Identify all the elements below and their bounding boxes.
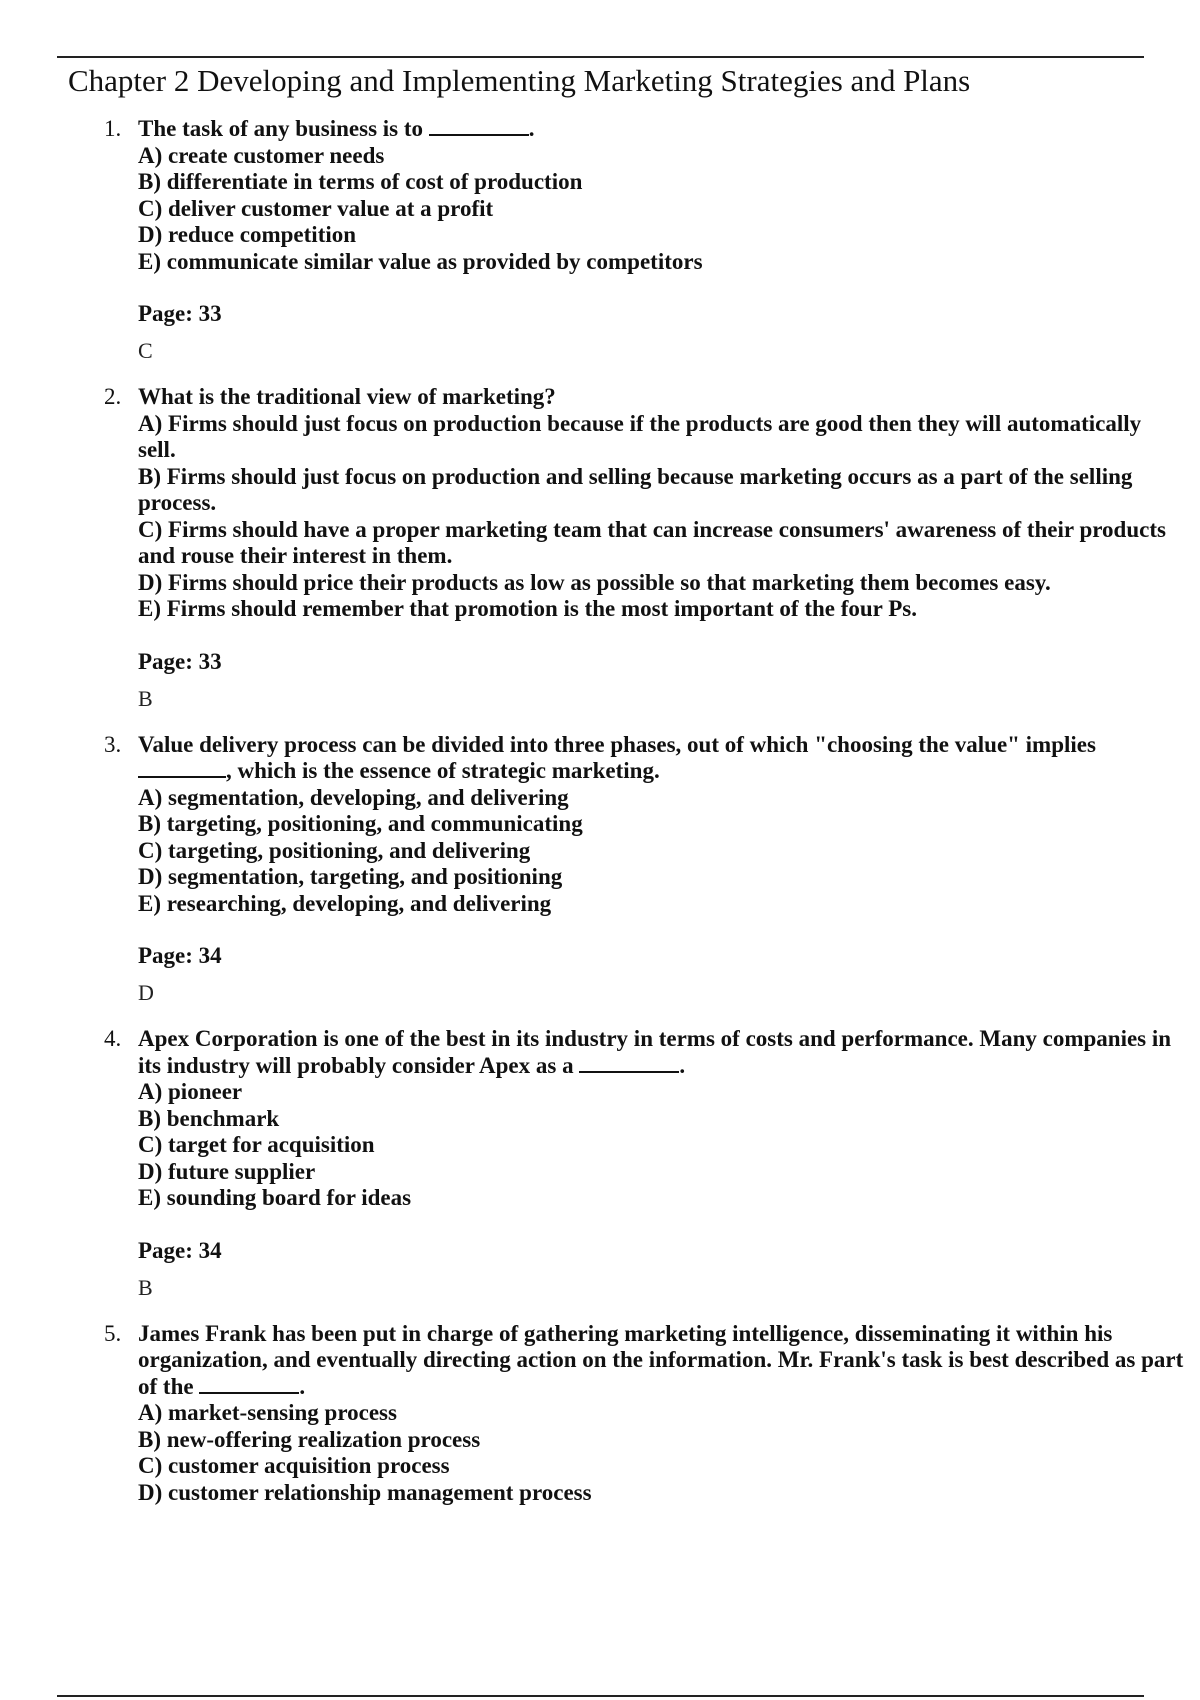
- option-d: D) segmentation, targeting, and positioning: [138, 864, 563, 889]
- option-b: B) differentiate in terms of cost of production: [138, 169, 583, 194]
- question-stem: [138, 732, 1184, 785]
- question-list: [104, 116, 1184, 1526]
- option-b: B) benchmark: [138, 1105, 280, 1131]
- answer-key: C: [138, 338, 153, 363]
- stem-text: James Frank has been put in charge of gathering marketing intelligence, disseminating it within his organization, and eventually directing action on the information. Mr. Frank's task is best described as part of the: [138, 1320, 1184, 1399]
- option-a: A) segmentation, developing, and delivering: [138, 784, 569, 810]
- option-c: C) deliver customer value at a profit: [138, 195, 494, 221]
- question-3: [104, 732, 1184, 1007]
- stem-text: Value delivery process can be divided into three phases, out of which "choosing the value" implies: [138, 731, 1096, 757]
- question-2: [104, 384, 1184, 712]
- option-e: E) communicate similar value as provided by competitors: [138, 248, 703, 274]
- question-5: [104, 1321, 1184, 1507]
- question-number: 4.: [104, 1026, 122, 1051]
- question-stem: What is the traditional view of marketing?: [138, 384, 556, 409]
- question-stem: [138, 1026, 1184, 1079]
- question-4: [104, 1026, 1184, 1301]
- bottom-rule: [57, 1695, 1144, 1697]
- stem-text: Apex Corporation is one of the best in its industry in terms of costs and performance. Many companies in its industry will probably consider Apex as a: [138, 1026, 1172, 1078]
- question-number: 1.: [104, 116, 122, 141]
- option-a: A) create customer needs: [138, 142, 385, 168]
- stem-text-end: .: [528, 116, 535, 141]
- answer-blank: [579, 1053, 679, 1073]
- answer-key: D: [138, 980, 154, 1005]
- option-e: E) sounding board for ideas: [138, 1185, 412, 1210]
- option-e: E) Firms should remember that promotion is the most important of the four Ps.: [138, 596, 917, 621]
- option-d: D) Firms should price their products as low as possible so that marketing them becomes easy.: [138, 569, 1051, 595]
- option-d: D) future supplier: [138, 1158, 316, 1184]
- option-d: D) customer relationship management process: [138, 1479, 592, 1505]
- answer-blank: [138, 758, 226, 778]
- chapter-title: Chapter 2 Developing and Implementing Marketing Strategies and Plans: [68, 63, 971, 98]
- question-stem: [138, 1321, 1184, 1401]
- question-number: 2.: [104, 384, 122, 409]
- stem-text: The task of any business is to: [138, 116, 424, 141]
- answer-blank: [199, 1374, 299, 1394]
- option-b: B) Firms should just focus on production and selling because marketing occurs as a part of the selling process.: [138, 463, 1133, 515]
- option-b: B) new-offering realization process: [138, 1426, 481, 1452]
- question-1: [104, 116, 1184, 364]
- question-number: 5.: [104, 1320, 122, 1346]
- option-a: A) Firms should just focus on production because if the products are good then they will automatically sell.: [138, 410, 1142, 462]
- question-stem: [138, 116, 1184, 143]
- stem-text-end: .: [299, 1373, 306, 1399]
- page-reference: Page: 33: [138, 648, 222, 674]
- question-number: 3.: [104, 731, 122, 757]
- option-c: C) targeting, positioning, and delivering: [138, 837, 531, 863]
- option-c: C) target for acquisition: [138, 1132, 375, 1157]
- page-reference: Page: 34: [138, 1237, 222, 1263]
- option-c: C) Firms should have a proper marketing team that can increase consumers' awareness of their products and rouse their interest in them.: [138, 516, 1166, 568]
- answer-key: B: [138, 685, 153, 711]
- top-rule: [57, 56, 1144, 58]
- option-a: A) pioneer: [138, 1079, 243, 1104]
- page-reference: Page: 33: [138, 301, 222, 326]
- option-b: B) targeting, positioning, and communicating: [138, 811, 583, 836]
- page-reference: Page: 34: [138, 943, 222, 968]
- answer-blank: [429, 116, 529, 136]
- option-d: D) reduce competition: [138, 222, 357, 247]
- stem-text-end: , which is the essence of strategic marketing.: [226, 758, 660, 783]
- option-a: A) market-sensing process: [138, 1400, 397, 1425]
- answer-key: B: [138, 1274, 153, 1300]
- stem-text-end: .: [679, 1052, 686, 1078]
- option-c: C) customer acquisition process: [138, 1453, 450, 1478]
- option-e: E) researching, developing, and delivering: [138, 890, 552, 916]
